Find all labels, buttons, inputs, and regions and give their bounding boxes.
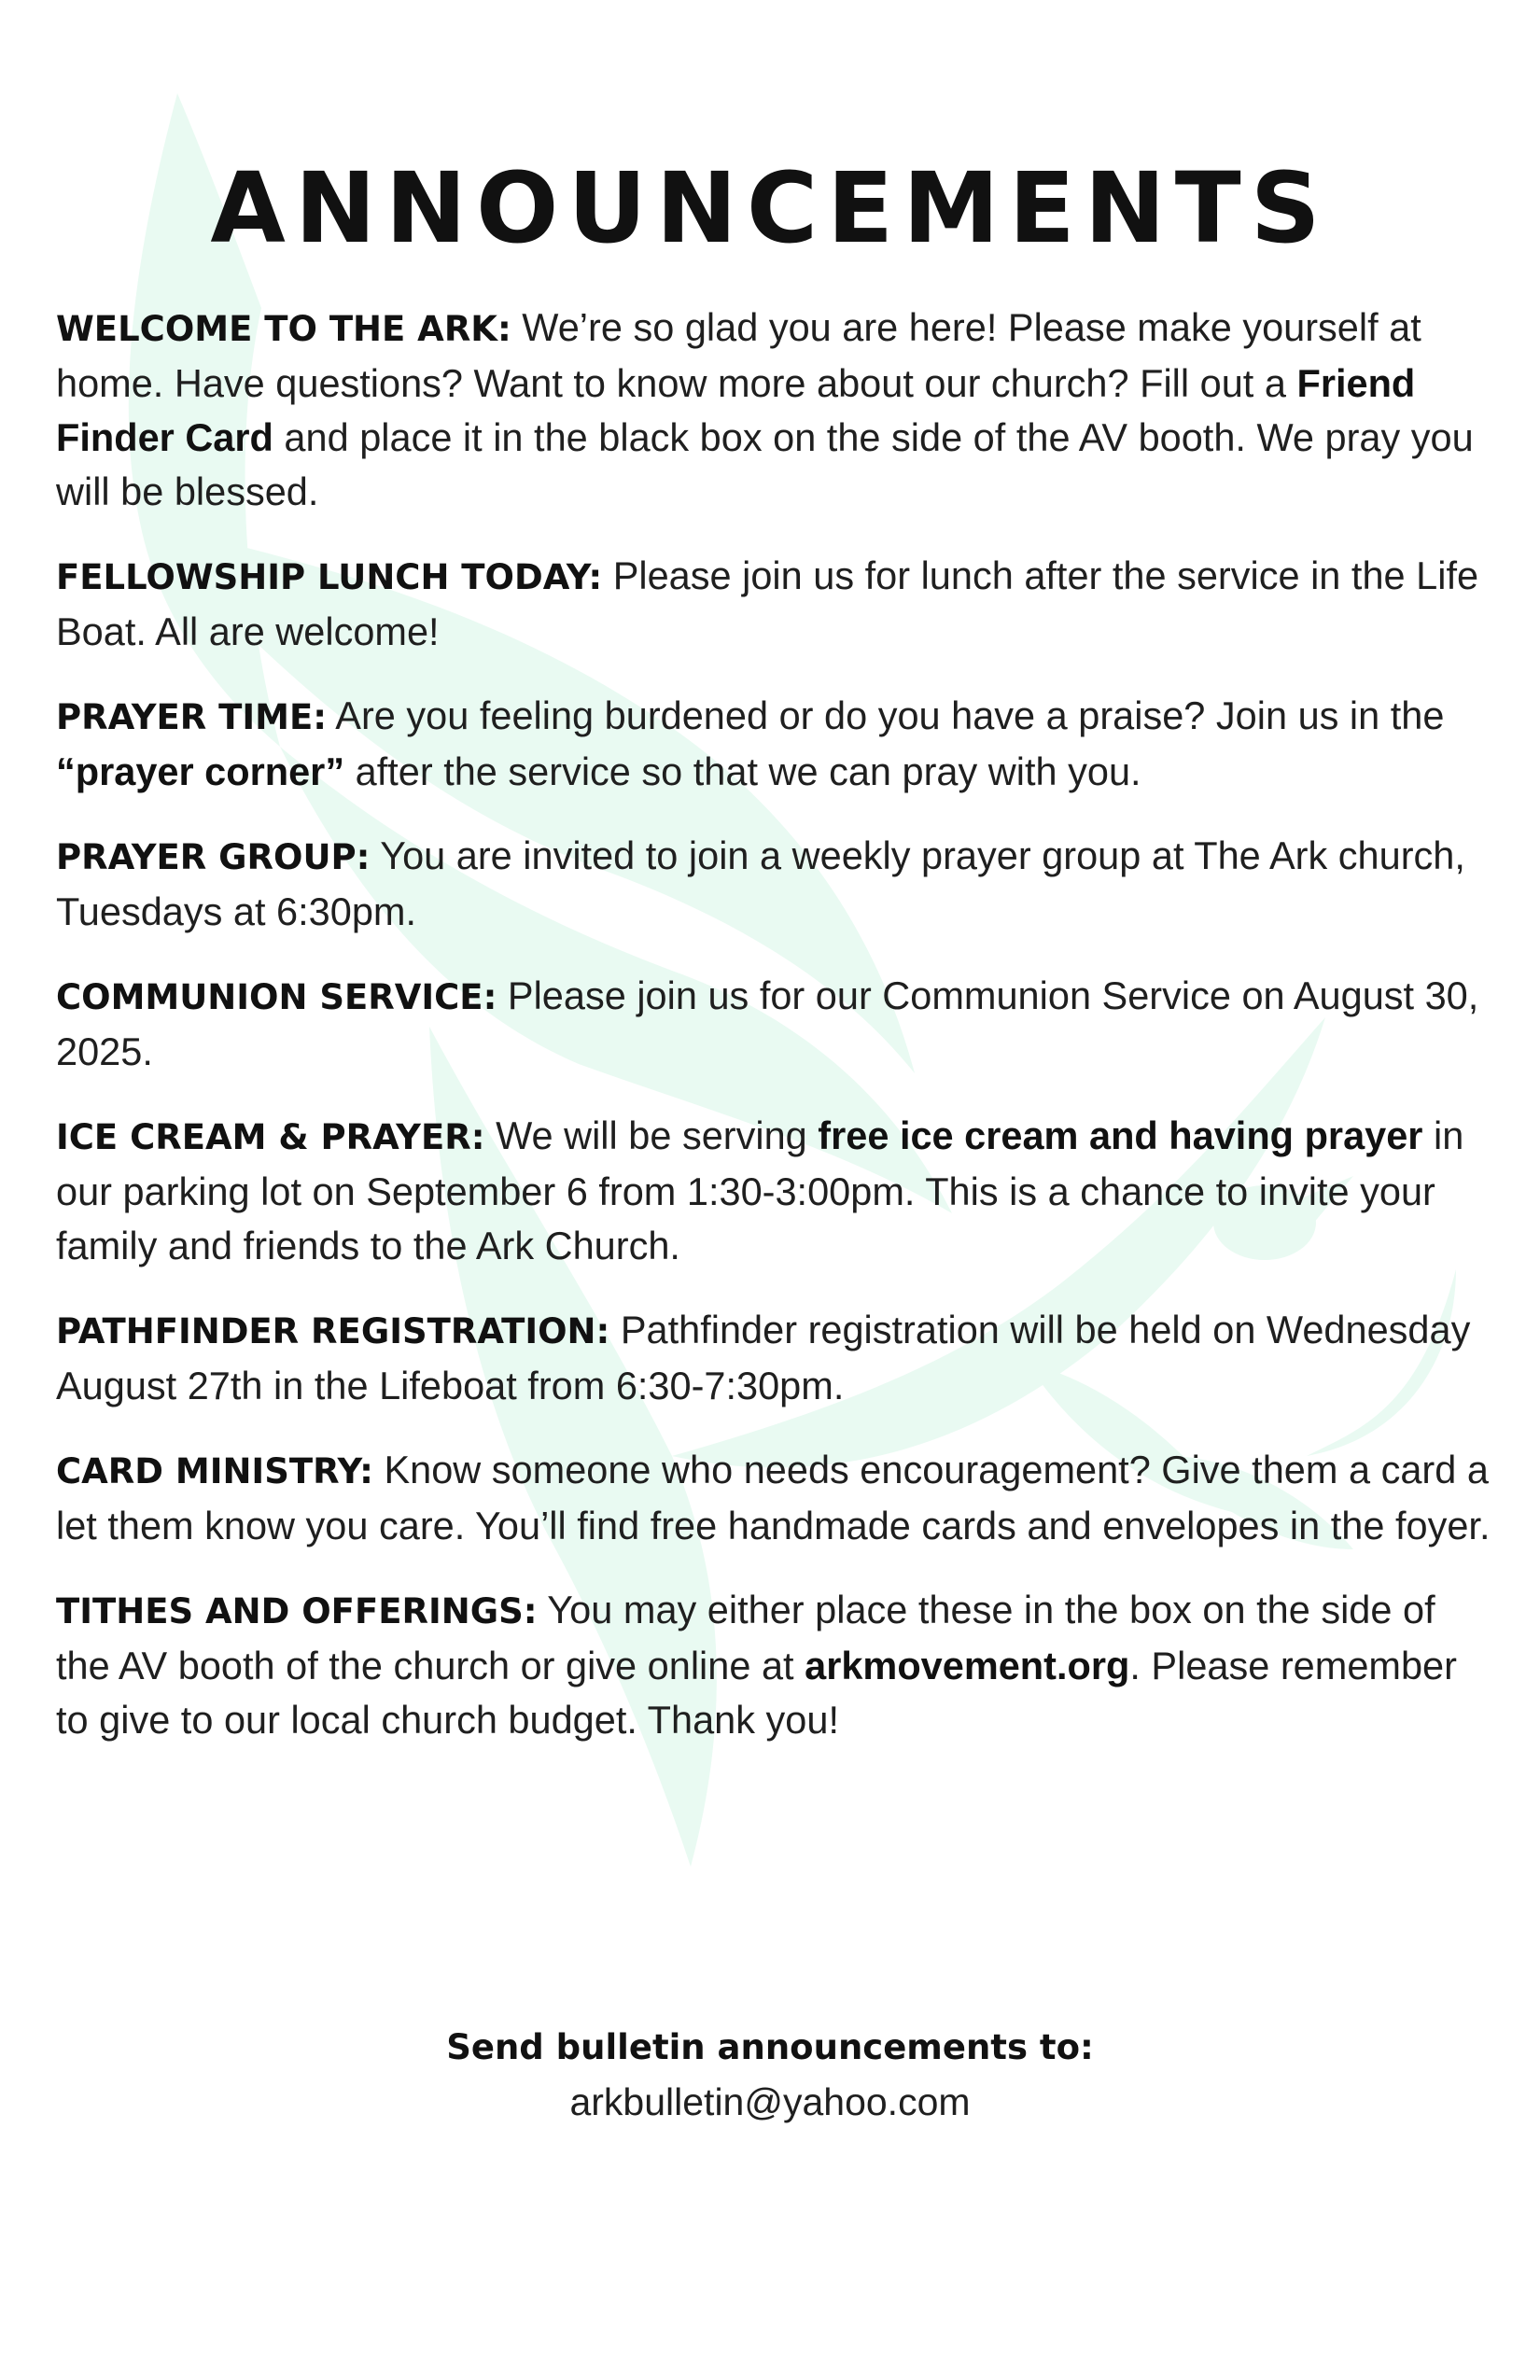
website-link[interactable]: arkmovement.org <box>805 1644 1130 1687</box>
announcement-heading: PRAYER TIME: <box>56 697 328 737</box>
prayer-corner-emphasis: “prayer corner” <box>56 749 345 793</box>
announcement-text: You may either place these in the box on the side of the AV booth of the church or give online at <box>56 1588 1435 1687</box>
announcement-heading: WELCOME TO THE ARK: <box>56 309 511 349</box>
announcement-text: Please join us for our Communion Service on August 30, 2025. <box>56 973 1479 1073</box>
announcement-text: in our parking lot on September 6 from 1:30-3:00pm. This is a chance to invite your family and friends to the Ark Church. <box>56 1113 1464 1267</box>
announcement-text: Please join us for lunch after the service in the Life Boat. All are welcome! <box>56 553 1479 653</box>
announcement-text: . Please remember to give to our local church budget. Thank you! <box>56 1644 1457 1742</box>
announcement-tithes <box>56 1583 1493 1747</box>
announcement-heading: PRAYER GROUP: <box>56 837 371 877</box>
announcement-text: after the service so that we can pray with you. <box>344 749 1141 793</box>
announcement-heading: TITHES AND OFFERINGS: <box>56 1591 538 1631</box>
bulletin-email-link[interactable]: arkbulletin@yahoo.com <box>569 2080 971 2123</box>
announcement-text: and place it in the black box on the side of the AV booth. We pray you will be blessed. <box>56 415 1474 513</box>
announcement-heading: COMMUNION SERVICE: <box>56 977 497 1017</box>
announcement-text: Are you feeling burdened or do you have a praise? Join us in the <box>327 693 1445 737</box>
announcement-heading: FELLOWSHIP LUNCH TODAY: <box>56 557 603 597</box>
announcement-text: Pathfinder registration will be held on Wednesday August 27th in the Lifeboat from 6:30-7:30pm. <box>56 1308 1471 1407</box>
announcement-welcome <box>56 301 1493 519</box>
announcement-text: We will be serving <box>484 1113 819 1157</box>
announcement-communion <box>56 969 1493 1079</box>
friend-finder-card-emphasis: Friend Finder Card <box>56 361 1416 459</box>
announcement-ice-cream <box>56 1109 1493 1273</box>
announcement-fellowship-lunch <box>56 549 1493 659</box>
announcement-text: We’re so glad you are here! Please make yourself at home. Have questions? Want to know more about our church? Fill out a <box>56 305 1421 405</box>
announcement-prayer-time <box>56 689 1493 799</box>
announcement-text: Know someone who needs encouragement? Give them a card a let them know you care. You’ll find free handmade cards and envelopes in the foyer. <box>56 1448 1491 1547</box>
announcement-heading: PATHFINDER REGISTRATION: <box>56 1311 610 1351</box>
announcement-pathfinder <box>56 1303 1493 1413</box>
announcement-heading: CARD MINISTRY: <box>56 1451 373 1491</box>
page-title: ANNOUNCEMENTS <box>210 151 1330 265</box>
announcement-prayer-group <box>56 829 1493 939</box>
announcement-list <box>56 301 1493 1777</box>
announcement-heading: ICE CREAM & PRAYER: <box>56 1117 485 1157</box>
bulletin-contact-label: Send bulletin announcements to: <box>446 2027 1094 2067</box>
announcement-card-ministry <box>56 1443 1493 1553</box>
bulletin-contact <box>0 2021 1540 2129</box>
ice-cream-emphasis: free ice cream and having prayer <box>818 1113 1423 1157</box>
announcement-text: You are invited to join a weekly prayer group at The Ark church, Tuesdays at 6:30pm. <box>56 833 1465 933</box>
